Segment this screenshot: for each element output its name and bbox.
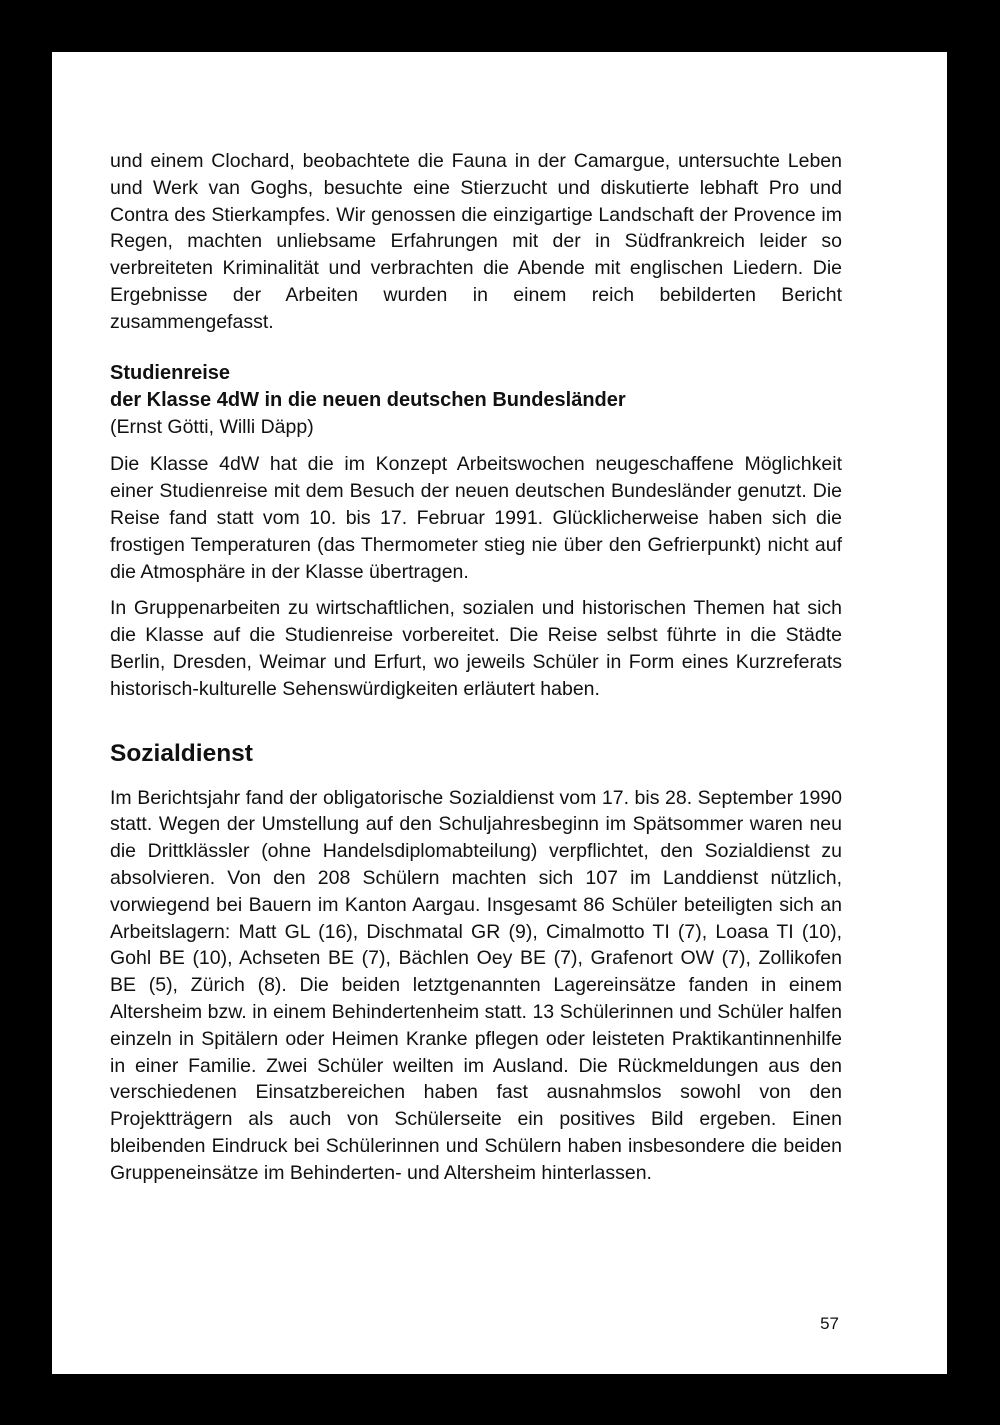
document-page	[52, 52, 947, 1374]
page-content	[110, 148, 842, 1187]
study-trip-paragraph-1: Die Klasse 4dW hat die im Konzept Arbeitswochen neugeschaffene Möglichkeit einer Studienreise mit dem Besuch der neuen deutschen Bundesländer genutzt. Die Reise fand statt vom 10. bis 17. Februar 1991. Glücklicherweise haben sich die frostigen Temperaturen (das Thermometer stieg nie über den Gefrierpunkt) nicht auf die Atmosphäre in der Klasse übertragen.	[110, 453, 842, 583]
page-number: 57	[820, 1314, 839, 1333]
social-service-heading: Sozialdienst	[110, 739, 253, 767]
study-trip-heading-line1: Studienreise	[110, 361, 231, 384]
study-trip-authors: (Ernst Götti, Willi Däpp)	[110, 415, 314, 438]
study-trip-section	[110, 360, 842, 703]
study-trip-paragraph-2: In Gruppenarbeiten zu wirtschaftlichen, sozialen und historischen Themen hat sich die Klasse auf die Studienreise vorbereitet. Die Reise selbst führte in die Städte Berlin, Dresden, Weimar und Erfurt, wo jeweils Schüler in Form eines Kurzreferats historisch-kulturelle Sehenswürdigkeiten erläutert haben.	[110, 597, 842, 700]
study-trip-heading-line2: der Klasse 4dW in die neuen deutschen Bundesländer	[110, 388, 626, 411]
social-service-paragraph: Im Berichtsjahr fand der obligatorische Sozialdienst vom 17. bis 28. September 1990 statt. Wegen der Umstellung auf den Schuljahresbeginn im Spätsommer waren neu die Drittklässler (ohne Handelsdiplomabteilung) verpflichtet, den Sozialdienst zu absolvieren. Von den 208 Schülern machten sich 107 im Landdienst nützlich, vorwiegend bei Bauern im Kanton Aargau. Insgesamt 86 Schüler beteiligten sich an Arbeitslagern: Matt GL (16), Dischmatal GR (9), Cimalmotto TI (7), Loasa TI (10), Gohl BE (10), Achseten BE (7), Bächlen Oey BE (7), Grafenort OW (7), Zollikofen BE (5), Zürich (8). Die beiden letztgenannten Lagereinsätze fanden in einem Altersheim bzw. in einem Behindertenheim statt. 13 Schülerinnen und Schüler halfen einzeln in Spitälern oder Heimen Kranke pflegen oder leisteten Praktikantinnenhilfe in einer Familie. Zwei Schüler weilten im Ausland. Die Rückmeldungen aus den verschiedenen Einsatzbereichen haben fast ausnahmslos sowohl von den Projektträgern als auch von Schülerseite ein positives Bild ergeben. Einen bleibenden Eindruck bei Schülerinnen und Schülern haben insbesondere die beiden Gruppeneinsätze im Behinderten- und Altersheim hinterlassen.	[110, 786, 842, 1184]
intro-paragraph: und einem Clochard, beobachtete die Fauna in der Camargue, untersuchte Leben und Werk van Goghs, besuchte eine Stierzucht und diskutierte lebhaft Pro und Contra des Stierkampfes. Wir genossen die einzigartige Landschaft der Provence im Regen, machten unliebsame Erfahrungen mit der in Südfrankreich leider so verbreiteten Kriminalität und verbrachten die Abende mit englischen Liedern. Die Ergebnisse der Arbeiten wurden in einem reich bebilderten Bericht zusammengefasst.	[110, 150, 842, 333]
